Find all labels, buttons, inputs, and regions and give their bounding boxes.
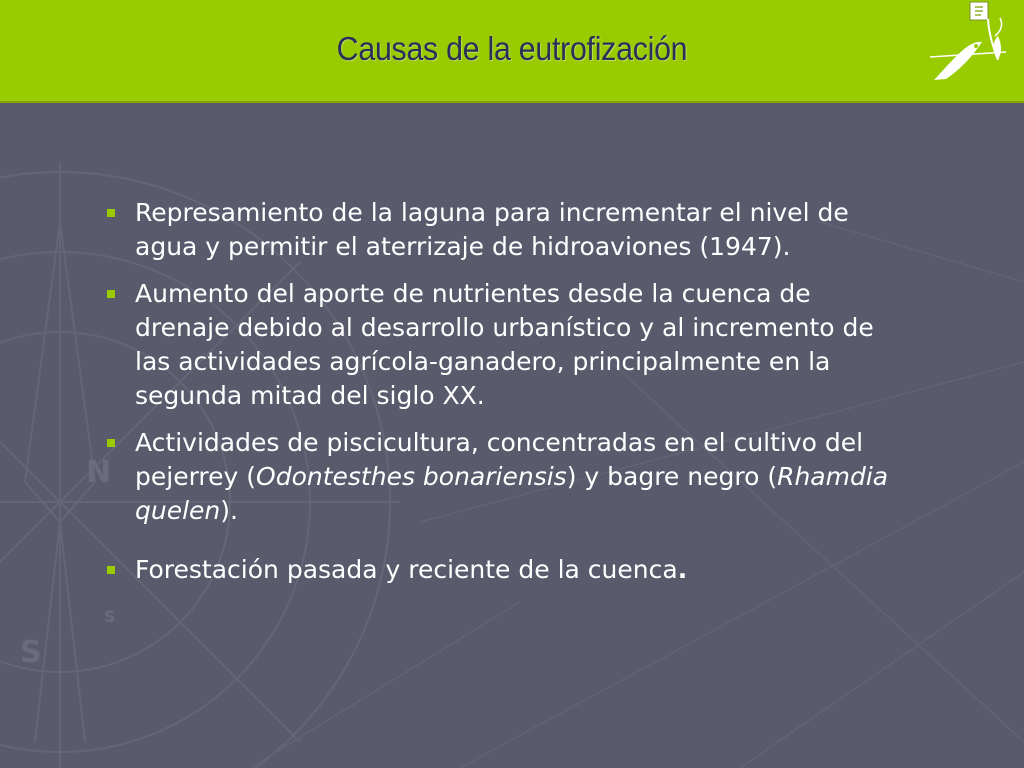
species-name-rhamdia: Rhamdia quelen [135,462,889,525]
species-name-odontesthes: Odontesthes bonariensis [256,462,567,491]
header-bar [0,0,1024,103]
bullet-square-icon [107,439,115,447]
bullet-text-part: Actividades de piscicultura, concentradas en el cultivo del pejerrey ( [135,428,864,491]
bullet-square-icon [107,209,115,217]
bullet-text-part: ). [220,496,238,525]
bullet-item-piscicultura [107,426,907,528]
bullet-square-icon [107,290,115,298]
bullet-text: Represamiento de la laguna para incrementar el nivel de agua y permitir el aterrizaje de hidroaviones (1947). [135,198,849,261]
bullet-text: Aumento del aporte de nutrientes desde la cuenca de drenaje debido al desarrollo urbanístico y al incremento de las actividades agrícola-ganadero, principalmente en la segunda mitad del siglo XX. [135,279,874,410]
slide-title: Causas de la eutrofización [336,30,688,67]
svg-text:S: S [104,607,116,626]
bullet-item-aporte-nutrientes [107,277,907,413]
svg-text:N: N [86,455,112,490]
bullet-item-forestacion [107,553,907,587]
bullet-end-mark: . [677,555,688,584]
fish-plant-logo-icon [928,0,1008,86]
bullet-text-part: ) y bagre negro ( [566,462,778,491]
bullet-list [107,196,907,587]
svg-text:S: S [20,635,42,670]
bullet-text: Forestación pasada y reciente de la cuenca [135,555,678,584]
bullet-item-represamiento [107,196,907,264]
bullet-square-icon [107,566,115,574]
